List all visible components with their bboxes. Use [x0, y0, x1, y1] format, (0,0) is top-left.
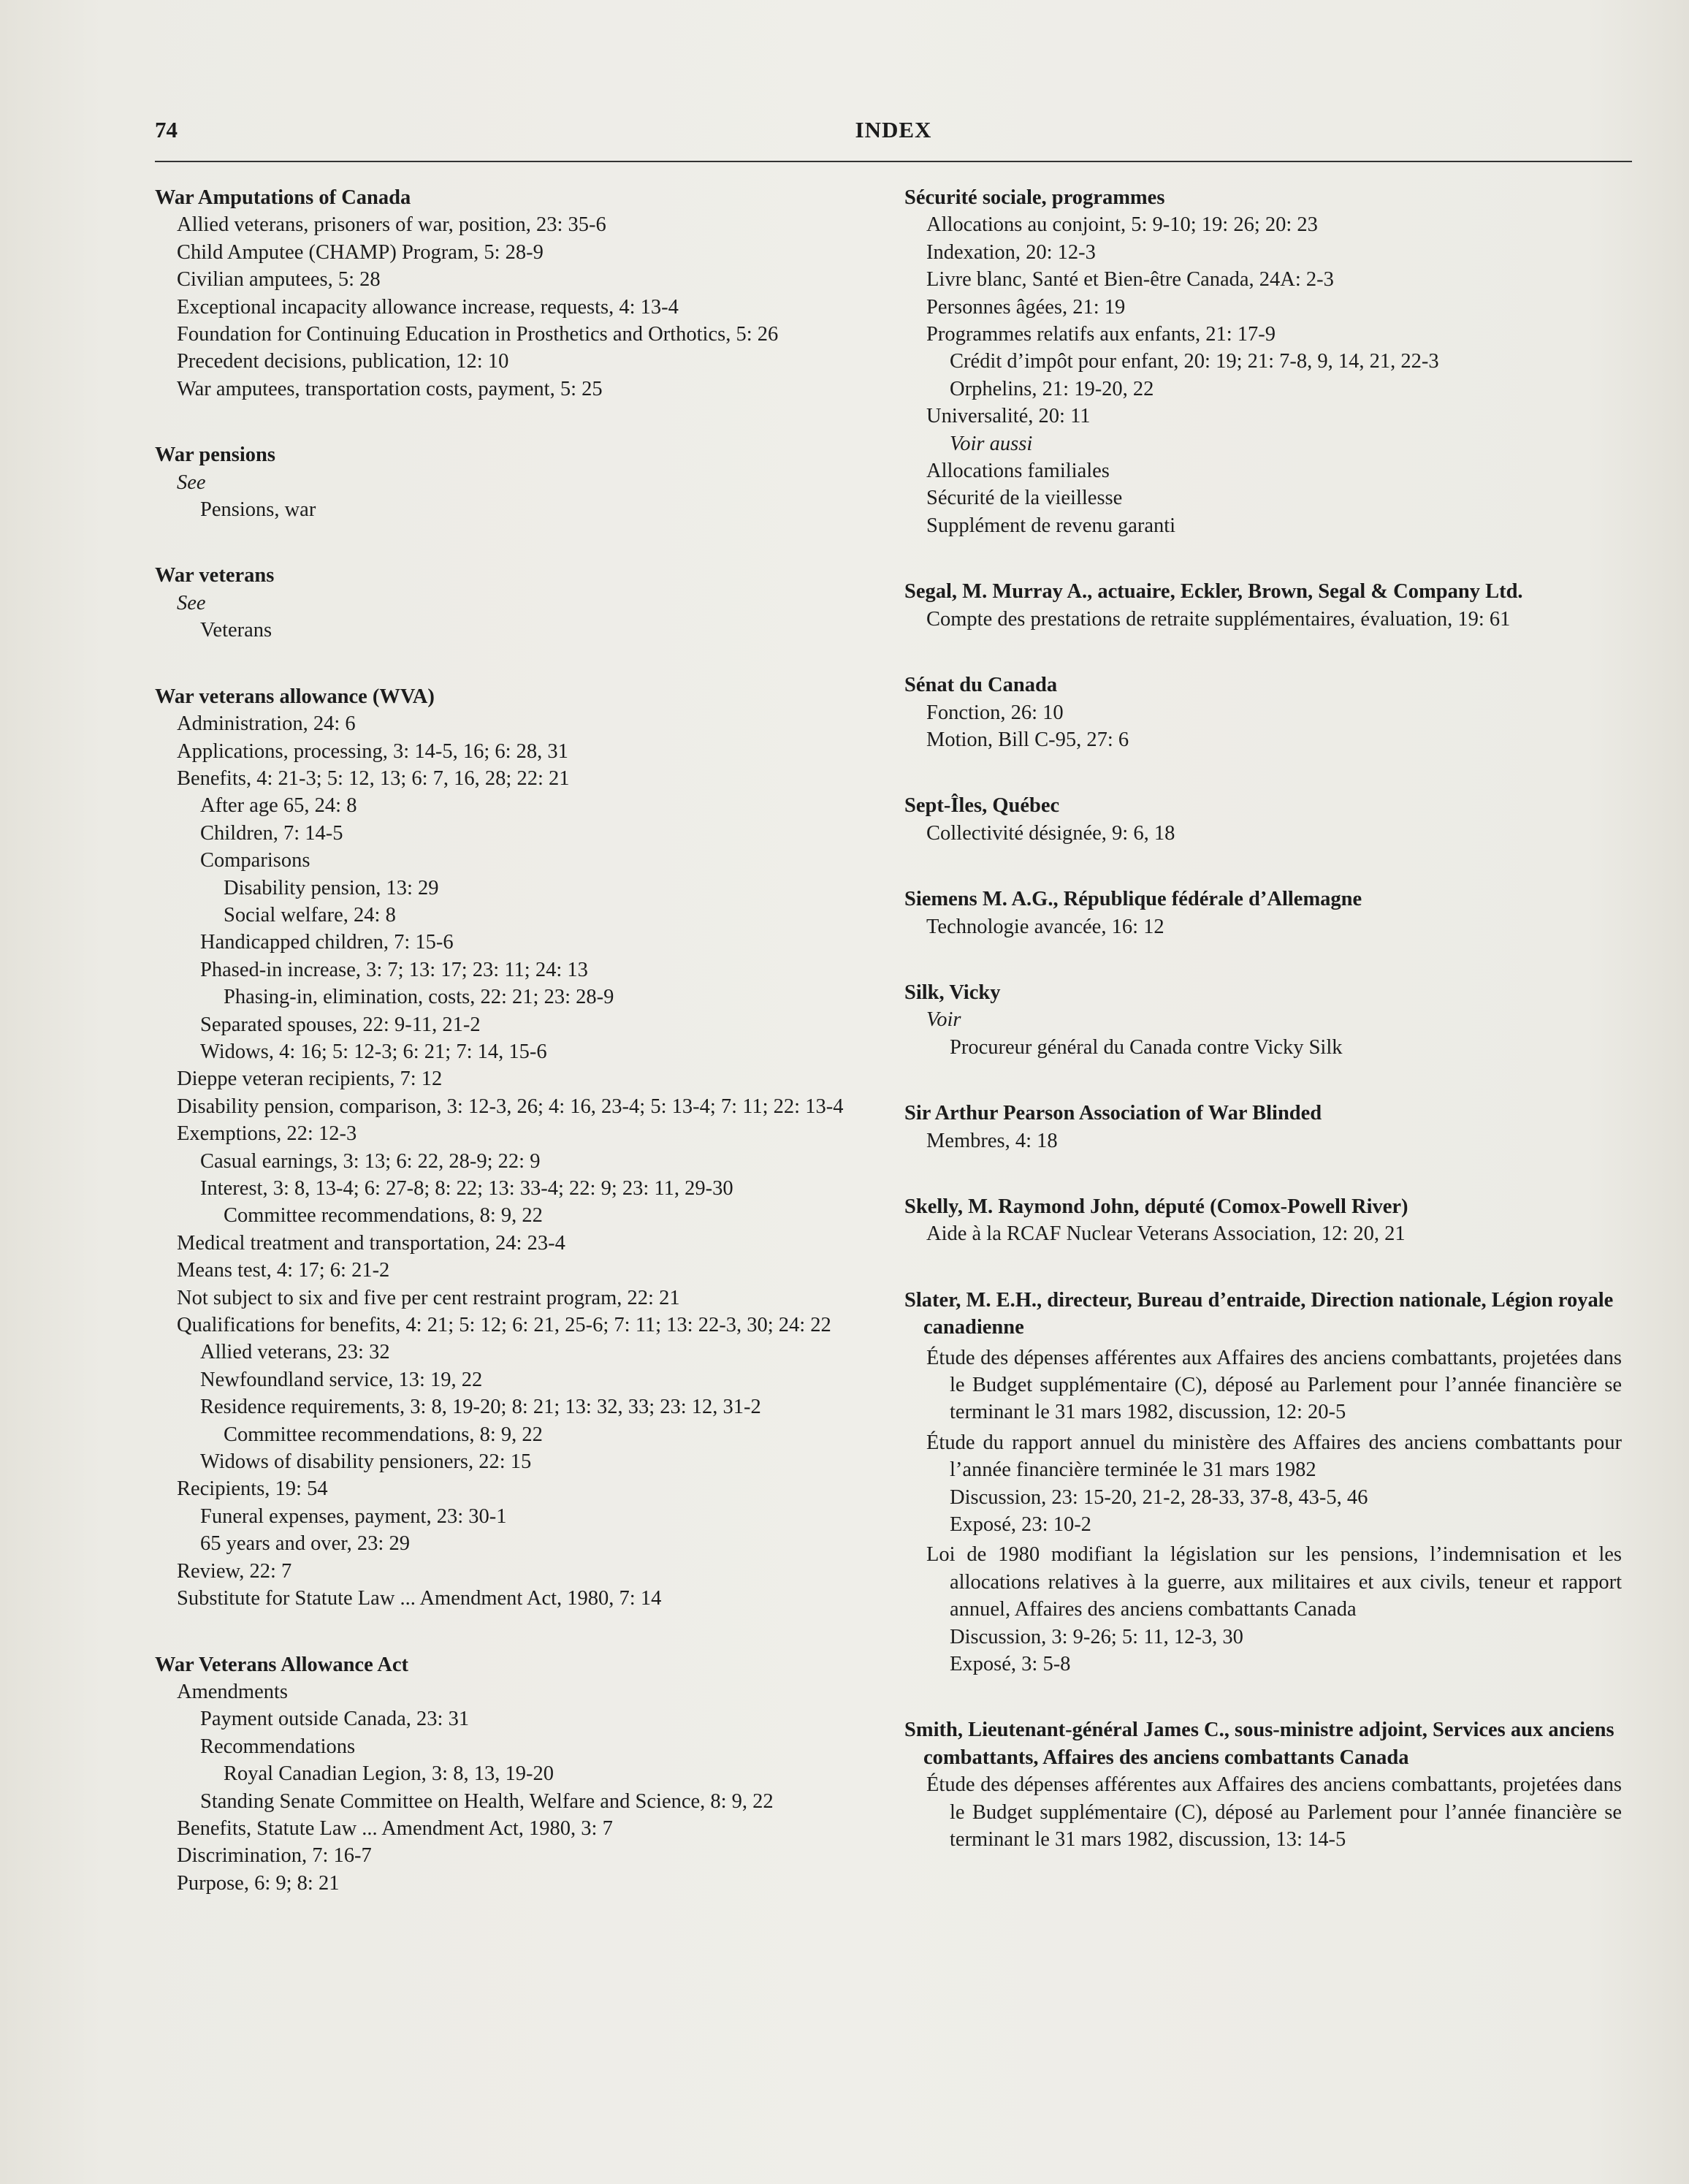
index-entry	[904, 671, 1622, 753]
index-subentry: Collectivité désignée, 9: 6, 18	[926, 821, 1175, 845]
page-header	[155, 117, 1632, 158]
index-subentry: Substitute for Statute Law ... Amendment Act, 1980, 7: 14	[177, 1587, 662, 1610]
index-subentry: Foundation for Continuing Education in Prosthetics and Orthotics, 5: 26	[177, 323, 779, 346]
index-subentry: Loi de 1980 modifiant la législation sur les pensions, l’indemnisation et les allocations relatives à la guerre, aux militaires et aux civils, teneur et rapport annuel, Affaires des anciens combattants Canada	[926, 1543, 1622, 1621]
page-number: 74	[155, 117, 178, 142]
index-subentry: Allied veterans, prisoners of war, position, 23: 35-6	[177, 213, 606, 237]
index-subentry: Recommendations	[200, 1735, 356, 1758]
index-subentry: Allocations au conjoint, 5: 9-10; 19: 26; 20: 23	[926, 213, 1318, 237]
index-subentry: Programmes relatifs aux enfants, 21: 17-9	[926, 323, 1276, 346]
index-subentry: Compte des prestations de retraite supplémentaires, évaluation, 19: 61	[926, 607, 1511, 631]
index-subentry: Livre blanc, Santé et Bien-être Canada, 24A: 2-3	[926, 268, 1334, 292]
index-subentry: Phased-in increase, 3: 7; 13: 17; 23: 11; 24: 13	[200, 958, 588, 981]
index-subentry: Fonction, 26: 10	[926, 701, 1064, 724]
index-subentry: Disability pension, comparison, 3: 12-3, 26; 4: 16, 23-4; 5: 13-4; 7: 11; 22: 13-4	[177, 1095, 844, 1118]
index-column-left	[155, 184, 878, 1897]
index-entry-heading: War Veterans Allowance Act	[155, 1653, 408, 1676]
index-entry-heading: Sécurité sociale, programmes	[904, 186, 1165, 209]
index-column-right	[904, 184, 1622, 1854]
index-subentry: Supplément de revenu garanti	[926, 514, 1176, 537]
index-subentry: Administration, 24: 6	[177, 712, 356, 736]
index-subentry: After age 65, 24: 8	[200, 794, 357, 818]
index-entry	[904, 1193, 1622, 1248]
index-subentry: Orphelins, 21: 19-20, 22	[950, 377, 1154, 400]
index-entry-heading: Smith, Lieutenant-général James C., sous-ministre adjoint, Services aux anciens combattants, Affaires des anciens combattants Canada	[904, 1719, 1614, 1769]
index-subentry: Handicapped children, 7: 15-6	[200, 931, 454, 954]
index-entry-heading: War pensions	[155, 444, 275, 467]
index-subentry: Committee recommendations, 8: 9, 22	[224, 1204, 543, 1228]
index-subentry: Applications, processing, 3: 14-5, 16; 6: 28, 31	[177, 739, 568, 763]
index-subentry: Royal Canadian Legion, 3: 8, 13, 19-20	[224, 1762, 554, 1786]
index-subentry: Disability pension, 13: 29	[224, 876, 439, 899]
index-subentry: Qualifications for benefits, 4: 21; 5: 12; 6: 21, 25-6; 7: 11; 13: 22-3, 30; 24: 22	[177, 1314, 831, 1337]
index-subentry: Children, 7: 14-5	[200, 821, 343, 845]
index-entry-heading: Skelly, M. Raymond John, député (Comox-Powell River)	[904, 1195, 1408, 1218]
index-entry-heading: Siemens M. A.G., République fédérale d’Allemagne	[904, 888, 1362, 911]
index-subentry: Exemptions, 22: 12-3	[177, 1122, 357, 1146]
index-entry-heading: Sir Arthur Pearson Association of War Blinded	[904, 1102, 1322, 1125]
index-subentry: Étude des dépenses afférentes aux Affaires des anciens combattants, projetées dans le Budget supplémentaire (C), déposé au Parlement pour l’année financière se terminant le 31 mars 1982, discussion, 12: 20-5	[926, 1346, 1622, 1424]
index-subentry: Precedent decisions, publication, 12: 10	[177, 350, 509, 373]
index-subentry: Technologie avancée, 16: 12	[926, 915, 1164, 938]
index-entry	[904, 578, 1622, 633]
index-subentry: Casual earnings, 3: 13; 6: 22, 28-9; 22: 9	[200, 1149, 541, 1173]
index-subentry: Standing Senate Committee on Health, Welfare and Science, 8: 9, 22	[200, 1789, 774, 1813]
index-subentry: Benefits, 4: 21-3; 5: 12, 13; 6: 7, 16, 28; 22: 21	[177, 766, 570, 790]
index-subentry: Personnes âgées, 21: 19	[926, 295, 1126, 319]
index-subentry: Funeral expenses, payment, 23: 30-1	[200, 1504, 507, 1528]
index-subentry: Recipients, 19: 54	[177, 1477, 328, 1501]
index-subentry: Sécurité de la vieillesse	[926, 487, 1123, 510]
index-subentry: Discussion, 23: 15-20, 21-2, 28-33, 37-8, 43-5, 46	[950, 1485, 1368, 1509]
running-title: INDEX	[855, 117, 932, 142]
index-subentry: Payment outside Canada, 23: 31	[200, 1708, 470, 1731]
index-entry	[904, 1287, 1622, 1678]
index-subentry: Medical treatment and transportation, 24: 23-4	[177, 1231, 565, 1255]
index-entry	[904, 184, 1622, 539]
index-subentry: Universalité, 20: 11	[926, 405, 1091, 428]
header-rule	[155, 161, 1632, 162]
index-entry-heading: Silk, Vicky	[904, 981, 1001, 1004]
index-entry-heading: War Amputations of Canada	[155, 186, 411, 209]
index-subentry: Civilian amputees, 5: 28	[177, 268, 381, 292]
index-entry	[155, 441, 878, 523]
index-subentry: Not subject to six and five per cent restraint program, 22: 21	[177, 1286, 680, 1309]
index-subentry: Widows, 4: 16; 5: 12-3; 6: 21; 7: 14, 15-6	[200, 1040, 547, 1063]
index-entry-heading: War veterans	[155, 564, 275, 587]
index-subentry: Amendments	[177, 1680, 288, 1703]
index-subentry: Review, 22: 7	[177, 1559, 292, 1583]
cross-reference-label: Voir	[926, 1008, 961, 1032]
index-subentry: Exposé, 23: 10-2	[950, 1513, 1091, 1537]
index-entry	[904, 1100, 1622, 1154]
index-subentry: Comparisons	[200, 849, 310, 872]
cross-reference-label: Voir aussi	[950, 432, 1033, 455]
index-subentry: Procureur général du Canada contre Vicky Silk	[950, 1035, 1343, 1059]
index-subentry: Étude du rapport annuel du ministère des Affaires des anciens combattants pour l’année financière terminée le 31 mars 1982	[926, 1431, 1622, 1482]
index-subentry: Indexation, 20: 12-3	[926, 240, 1096, 264]
index-entry	[904, 979, 1622, 1061]
index-subentry: Newfoundland service, 13: 19, 22	[200, 1368, 483, 1391]
index-entry-heading: Slater, M. E.H., directeur, Bureau d’entraide, Direction nationale, Légion royale canadienne	[904, 1288, 1614, 1339]
index-subentry: Residence requirements, 3: 8, 19-20; 8: 21; 13: 32, 33; 23: 12, 31-2	[200, 1396, 761, 1419]
index-subentry: Interest, 3: 8, 13-4; 6: 27-8; 8: 22; 13: 33-4; 22: 9; 23: 11, 29-30	[200, 1177, 733, 1200]
index-subentry: Allied veterans, 23: 32	[200, 1341, 390, 1364]
index-subentry: Phasing-in, elimination, costs, 22: 21; 23: 28-9	[224, 986, 614, 1009]
index-subentry: 65 years and over, 23: 29	[200, 1532, 410, 1556]
index-entry	[904, 886, 1622, 940]
index-entry-heading: Sénat du Canada	[904, 674, 1058, 697]
index-subentry: Discrimination, 7: 16-7	[177, 1844, 372, 1868]
index-subentry: Purpose, 6: 9; 8: 21	[177, 1871, 340, 1895]
index-subentry: Means test, 4: 17; 6: 21-2	[177, 1259, 390, 1282]
cross-reference-label: See	[177, 471, 206, 494]
index-entry-heading: Segal, M. Murray A., actuaire, Eckler, Brown, Segal & Company Ltd.	[904, 580, 1523, 604]
index-subentry: Aide à la RCAF Nuclear Veterans Association, 12: 20, 21	[926, 1222, 1406, 1246]
index-subentry: Dieppe veteran recipients, 7: 12	[177, 1068, 443, 1091]
index-entry	[155, 683, 878, 1613]
index-entry	[155, 184, 878, 403]
index-entry	[155, 562, 878, 644]
index-subentry: Exposé, 3: 5-8	[950, 1653, 1071, 1676]
index-subentry: Veterans	[200, 619, 272, 642]
index-subentry: Social welfare, 24: 8	[224, 903, 396, 927]
index-subentry: Étude des dépenses afférentes aux Affaires des anciens combattants, projetées dans le Budget supplémentaire (C), déposé au Parlement pour l’année financière se terminant le 31 mars 1982, discussion, 13: 14-5	[926, 1773, 1622, 1852]
index-subentry: Motion, Bill C-95, 27: 6	[926, 728, 1129, 751]
index-subentry: Separated spouses, 22: 9-11, 21-2	[200, 1013, 481, 1036]
index-entry-heading: Sept-Îles, Québec	[904, 794, 1060, 818]
index-subentry: War amputees, transportation costs, payment, 5: 25	[177, 377, 603, 400]
index-subentry: Crédit d’impôt pour enfant, 20: 19; 21: 7-8, 9, 14, 21, 22-3	[950, 350, 1439, 373]
index-entry	[904, 1716, 1622, 1853]
index-subentry: Allocations familiales	[926, 460, 1110, 483]
index-entry-heading: War veterans allowance (WVA)	[155, 685, 435, 708]
index-subentry: Child Amputee (CHAMP) Program, 5: 28-9	[177, 240, 544, 264]
index-subentry: Exceptional incapacity allowance increase, requests, 4: 13-4	[177, 295, 679, 319]
index-entry	[155, 1651, 878, 1898]
index-subentry: Benefits, Statute Law ... Amendment Act, 1980, 3: 7	[177, 1816, 613, 1840]
index-subentry: Committee recommendations, 8: 9, 22	[224, 1423, 543, 1446]
cross-reference-label: See	[177, 591, 206, 615]
index-subentry: Widows of disability pensioners, 22: 15	[200, 1450, 532, 1474]
index-entry	[904, 792, 1622, 847]
index-subentry: Membres, 4: 18	[926, 1129, 1058, 1152]
index-subentry: Discussion, 3: 9-26; 5: 11, 12-3, 30	[950, 1625, 1243, 1648]
index-subentry: Pensions, war	[200, 498, 316, 522]
